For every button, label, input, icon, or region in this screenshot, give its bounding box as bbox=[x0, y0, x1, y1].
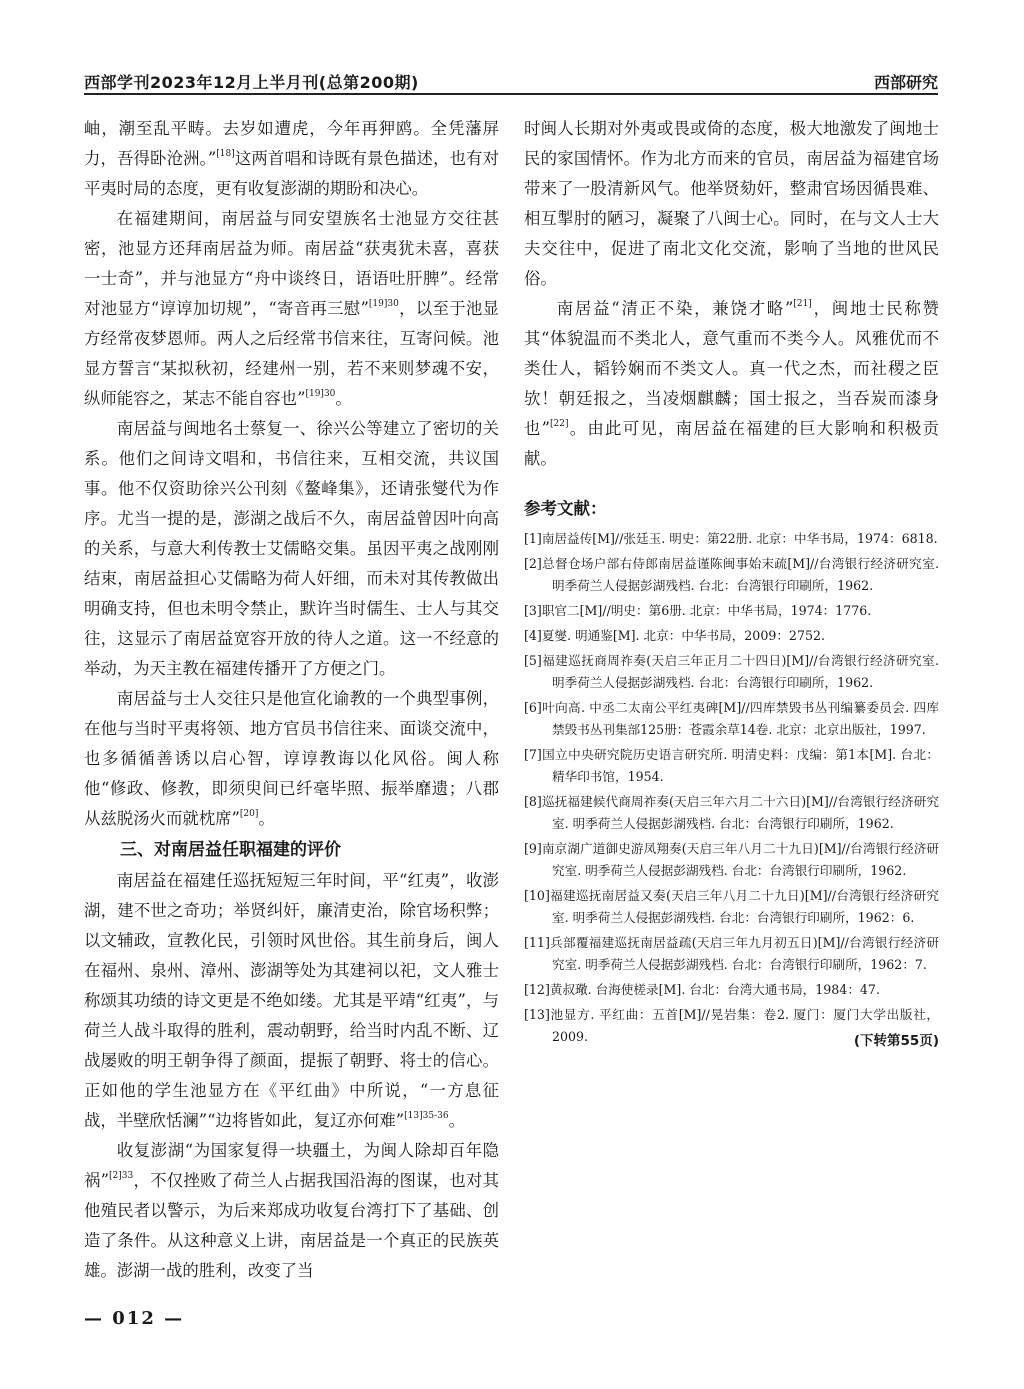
citation: [21] bbox=[793, 299, 812, 309]
reference-item: [3]职官二[M]//明史：第6册. 北京：中华书局，1974：1776. bbox=[524, 603, 872, 618]
journal-issue-title: 西部学刊2023年12月上半月刊(总第200期) bbox=[84, 73, 419, 92]
section-label: 西部研究 bbox=[873, 73, 938, 92]
reference-item: [4]夏燮. 明通鉴[M]. 北京：中华书局，2009：2752. bbox=[524, 628, 825, 643]
reference-item: [9]南京湖广道御史游凤翔奏(天启三年八月二十九日)[M]//台湾银行经济研究室. 明季荷兰人侵据彭湖残档. 台北：台湾银行印刷所，1962. bbox=[524, 841, 939, 878]
paragraph: 南居益“清正不染，兼饶才略”[21]，闽地士民称赞其“体貌温而不类北人，意气重而不类今人。风雅优而不类仕人，韬钤娴而不类文人。真一代之杰，而社稷之臣欤！朝廷报之，当凌烟麒麟；国士报之，当吞炭而漆身也”[22]。由此可见，南居益在福建的巨大影响和积极贡献。 bbox=[524, 299, 939, 468]
reference-item: [10]福建巡抚南居益又奏(天启三年八月二十九日)[M]//台湾银行经济研究室. 明季荷兰人侵据彭湖残档. 台北：台湾银行印刷所，1962：6. bbox=[524, 888, 939, 925]
citation: [20] bbox=[239, 809, 259, 819]
citation: [18] bbox=[216, 149, 235, 159]
page-header bbox=[84, 66, 938, 96]
citation: [19]30 bbox=[368, 299, 399, 309]
reference-item: [12]黄叔璥. 台海使槎录[M]. 台北：台湾大通书局，1984：47. bbox=[524, 982, 880, 997]
reference-item: [6]叶向高. 中丞二太南公平红夷碑[M]//四库禁毁书丛刊编纂委员会. 四库禁毁书丛刊集部125册：苍霞余草14卷. 北京：北京出版社，1997. bbox=[524, 700, 939, 737]
citation: [13]35-36 bbox=[404, 1111, 449, 1121]
reference-list bbox=[524, 528, 939, 1048]
reference-item: [5]福建巡抚商周祚奏(天启三年正月二十四日)[M]//台湾银行经济研究室. 明季荷兰人侵据彭湖残档. 台北：台湾银行印刷所，1962. bbox=[524, 653, 939, 690]
reference-item: [1]南居益传[M]//张廷玉. 明史：第22册. 北京：中华书局，1974：6818. bbox=[524, 531, 938, 546]
reference-item: [7]国立中央研究院历史语言研究所. 明清史料：戊编：第1本[M]. 台北：精华印书馆，1954. bbox=[524, 747, 939, 784]
paragraph: 南居益在福建任巡抚短短三年时间，平“红夷”，收澎湖，建不世之奇功；举贤纠奸，廉清吏治，除官场积弊；以文辅政，宣教化民，引领时风世俗。其生前身后，闽人在福州、泉州、漳州、澎湖等处为其建祠以祀，文人雅士称颂其功绩的诗文更是不绝如缕。尤其是平靖“红夷”，与荷兰人战斗取得的胜利，震动朝野，给当时内乱不断、辽战屡败的明王朝争得了颜面，提振了朝野、将士的信心。正如他的学生池显方在《平红曲》中所说，“一方息征战，半壁欣恬澜”“边将皆如此，复辽亦何难”$^{[13]35-36}$。 bbox=[84, 871, 499, 1130]
header-rule bbox=[84, 93, 938, 95]
citation: [2]33 bbox=[109, 1171, 134, 1181]
page-number: — 012 — bbox=[84, 1308, 185, 1329]
right-column bbox=[524, 114, 939, 1049]
citation: [19]30 bbox=[305, 389, 336, 399]
reference-item: [8]巡抚福建候代商周祚奏(天启三年六月二十六日)[M]//台湾银行经济研究室. 明季荷兰人侵据彭湖残档. 台北：台湾银行印刷所，1962. bbox=[524, 794, 939, 831]
continued-note: (下转第55页) bbox=[853, 1033, 939, 1049]
reference-item: [11]兵部覆福建巡抚南居益疏(天启三年九月初五日)[M]//台湾银行经济研究室. 明季荷兰人侵据彭湖残档. 台北：台湾银行印刷所，1962：7. bbox=[524, 935, 939, 972]
reference-item: [2]总督仓场户部右侍郎南居益谨陈闽事始末疏[M]//台湾银行经济研究室. 明季荷兰人侵据彭湖残档. 台北：台湾银行印刷所，1962. bbox=[524, 556, 939, 593]
citation: [22] bbox=[550, 419, 569, 429]
paragraph: 时闽人长期对外夷或畏或倚的态度，极大地激发了闽地士民的家国情怀。作为北方而来的官员，南居益为福建官场带来了一股清新风气。他举贤劾奸，整肃官场因循畏难、相互掣肘的陋习，凝聚了八闽士心。同时，在与文人士大夫交往中，促进了南北文化交流，影响了当地的世风民俗。 bbox=[524, 119, 939, 288]
paragraph: 收复澎湖“为国家复得一块疆土，为闽人除却百年隐祸”$^{[2]33}$，不仅挫败了荷兰人占据我国沿海的图谋，也对其他殖民者以警示，为后来郑成功收复台湾打下了基础、创造了条件。从这种意义上讲，南居益是一个真正的民族英雄。澎湖一战的胜利，改变了当 bbox=[84, 1141, 499, 1280]
paragraph: 南居益与闽地名士蔡复一、徐兴公等建立了密切的关系。他们之间诗文唱和，书信往来，互相交流，共议国事。他不仅资助徐兴公刊刻《鳌峰集》，还请张燮代为作序。尤当一提的是，澎湖之战后不久，南居益曾因叶向高的关系，与意大利传教士艾儒略交集。虽因平夷之战刚刚结束，南居益担心艾儒略为荷人奸细，而未对其传教做出明确支持，但也未明令禁止，默许当时儒生、士人与其交往，这显示了南居益宽容开放的待人之道。这一不经意的举动，为天主教在福建传播开了方便之门。 bbox=[84, 419, 499, 678]
paragraph: 岫，潮至乱平畴。去岁如遭虎，今年再狎鸥。全凭藩屏力，吾得卧沧洲。”[18]这两首唱和诗既有景色描述，也有对平夷时局的态度，更有收复澎湖的期盼和决心。 bbox=[84, 119, 499, 198]
left-column bbox=[84, 114, 499, 1286]
reference-item: [13]池显方. 平红曲：五首[M]//晃岩集：卷2. 厦门：厦门大学出版社，2009. bbox=[524, 1007, 939, 1044]
section-heading: 三、对南居益任职福建的评价 bbox=[120, 840, 341, 860]
references-heading: 参考文献： bbox=[524, 499, 607, 518]
paragraph: 南居益与士人交往只是他宣化谕教的一个典型事例，在他与当时平夷将领、地方官员书信往来、面谈交流中，也多循循善诱以启心智，谆谆教诲以化风俗。闽人称他“修政、修教，即须臾间已纤毫毕照、振举靡遗；八郡从兹脱汤火而就枕席”[20]。 bbox=[84, 689, 499, 828]
paragraph: 在福建期间，南居益与同安望族名士池显方交往甚密，池显方还拜南居益为师。南居益“获夷犹未喜，喜获一士奇”，并与池显方“舟中谈终日，语语吐肝脾”。经常对池显方“谆谆加切规”，“寄音再三慰”$^{[19]30}$，以至于池显方经常夜梦恩师。两人之后经常书信来往，互寄问候。池显方誓言“某拟秋初，经建州一别，若不来则梦魂不安，纵师能容之，某志不能自容也”$^{[19]30}$。 bbox=[84, 209, 499, 408]
